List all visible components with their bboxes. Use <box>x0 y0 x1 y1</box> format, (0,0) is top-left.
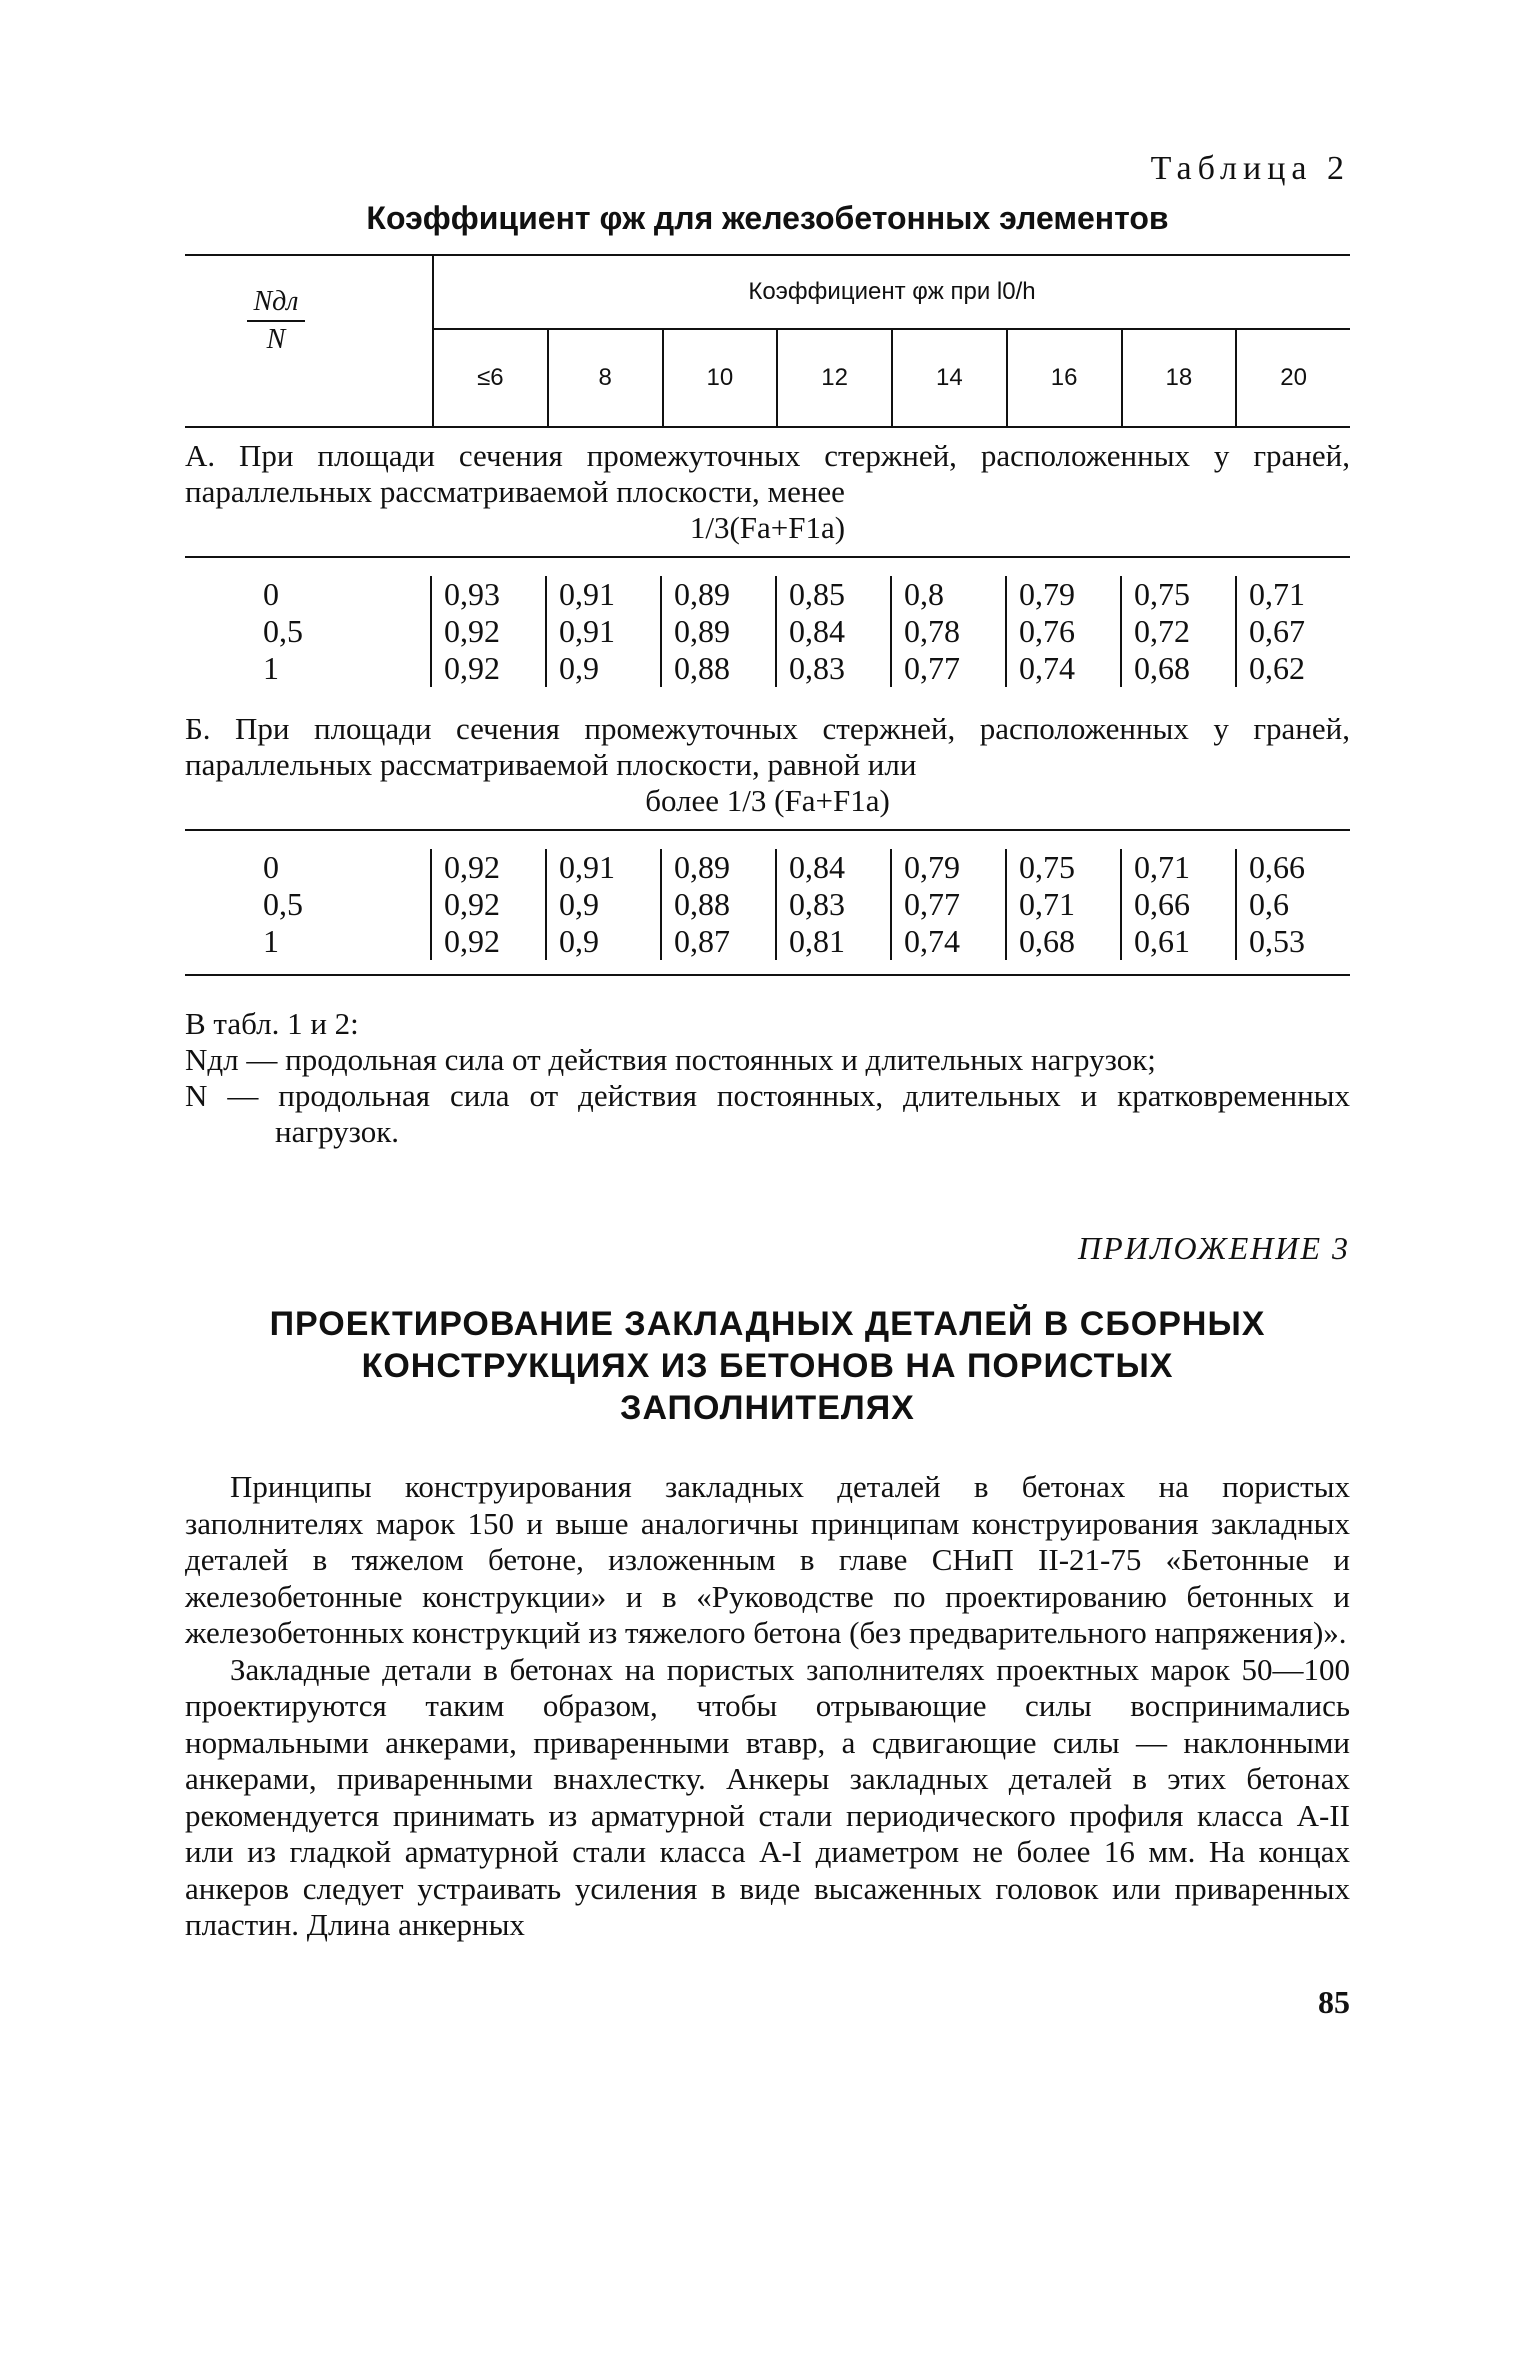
value-cell: 0,83 <box>789 650 845 686</box>
header-supercaption: Коэффициент φж при l0/h <box>434 256 1350 330</box>
value-column <box>1122 849 1237 960</box>
value-columns <box>432 576 1350 687</box>
page <box>185 150 1350 2021</box>
value-cell: 0,91 <box>559 613 615 649</box>
heading-line: ПРОЕКТИРОВАНИЕ ЗАКЛАДНЫХ ДЕТАЛЕЙ В СБОРНЫХ <box>269 1305 1266 1343</box>
body-text <box>185 1469 1350 1944</box>
ratio-column <box>185 576 432 687</box>
ratio-cell: 1 <box>263 650 279 686</box>
ratio-cell: 0 <box>263 849 279 885</box>
value-cell: 0,92 <box>444 613 500 649</box>
value-column <box>1007 576 1122 687</box>
value-column <box>1237 849 1350 960</box>
value-cell: 0,89 <box>674 576 730 612</box>
value-cell: 0,89 <box>674 613 730 649</box>
table-title: Коэффициент φж для железобетонных элементов <box>366 200 1169 236</box>
note-item: N — продольная сила от действия постоянных, длительных и кратковременных нагрузок. <box>185 1078 1350 1149</box>
value-cell: 0,76 <box>1019 613 1075 649</box>
value-cell: 0,88 <box>674 650 730 686</box>
value-cell: 0,92 <box>444 886 500 922</box>
note-item: Nдл — продольная сила от действия постоянных и длительных нагрузок; <box>185 1042 1156 1077</box>
section-a-data <box>185 556 1350 701</box>
value-cell: 0,78 <box>904 613 960 649</box>
column-header: 12 <box>778 330 893 426</box>
value-column <box>1237 576 1350 687</box>
appendix-heading <box>185 1303 1350 1429</box>
value-cell: 0,84 <box>789 849 845 885</box>
section-b-text: Б. При площади сечения промежуточных стержней, расположенных у граней, параллельных рассматриваемой плоскости, равной или <box>185 711 1350 782</box>
column-header: 14 <box>893 330 1008 426</box>
value-column <box>1007 849 1122 960</box>
section-b-formula: более 1/3 (Fa+F1a) <box>645 783 890 818</box>
value-cell: 0,89 <box>674 849 730 885</box>
value-cell: 0,71 <box>1249 576 1305 612</box>
value-cell: 0,77 <box>904 886 960 922</box>
value-column <box>432 849 547 960</box>
value-cell: 0,72 <box>1134 613 1190 649</box>
value-cell: 0,9 <box>559 923 599 959</box>
value-column <box>892 576 1007 687</box>
value-cell: 0,91 <box>559 576 615 612</box>
value-cell: 0,74 <box>1019 650 1075 686</box>
value-cell: 0,9 <box>559 650 599 686</box>
header-columns <box>434 256 1350 426</box>
ratio-denominator: N <box>266 324 286 355</box>
column-header: 10 <box>664 330 779 426</box>
value-cell: 0,67 <box>1249 613 1305 649</box>
value-cell: 0,92 <box>444 849 500 885</box>
value-cell: 0,91 <box>559 849 615 885</box>
value-cell: 0,66 <box>1134 886 1190 922</box>
page-number: 85 <box>1318 1983 1350 2020</box>
ratio-column <box>185 849 432 960</box>
value-cell: 0,71 <box>1134 849 1190 885</box>
value-column <box>777 576 892 687</box>
value-cell: 0,77 <box>904 650 960 686</box>
column-header: 8 <box>549 330 664 426</box>
ratio-cell: 0,5 <box>263 886 303 922</box>
value-cell: 0,92 <box>444 650 500 686</box>
value-cell: 0,79 <box>1019 576 1075 612</box>
ratio-numerator: Nдл <box>247 286 305 322</box>
paragraph: Принципы конструирования закладных деталей в бетонах на пористых заполнителях марок 150 и выше аналогичны принципам конструирования закладных деталей в тяжелом бетоне, изложенным в главе СНиП II-21-75 «Бетонные и железобетонные конструкции» и в «Руководстве по проектированию бетонных и железобетонных конструкций из тяжелого бетона (без предварительного напряжения)». <box>185 1469 1350 1650</box>
heading-line: ЗАПОЛНИТЕЛЯХ <box>620 1389 915 1427</box>
column-header: 18 <box>1123 330 1238 426</box>
ratio-cell: 1 <box>263 923 279 959</box>
section-b-data <box>185 829 1350 974</box>
header-column-row <box>434 330 1350 426</box>
table-label: Таблица 2 <box>1150 150 1350 187</box>
value-columns <box>432 849 1350 960</box>
value-cell: 0,66 <box>1249 849 1305 885</box>
ratio-cell: 0,5 <box>263 613 303 649</box>
ratio-fraction <box>247 286 305 356</box>
value-cell: 0,83 <box>789 886 845 922</box>
value-cell: 0,9 <box>559 886 599 922</box>
value-cell: 0,88 <box>674 886 730 922</box>
notes-intro: В табл. 1 и 2: <box>185 1006 359 1041</box>
value-cell: 0,8 <box>904 576 944 612</box>
value-cell: 0,93 <box>444 576 500 612</box>
heading-line: КОНСТРУКЦИЯХ ИЗ БЕТОНОВ НА ПОРИСТЫХ <box>361 1347 1174 1385</box>
section-a-formula: 1/3(Fa+F1a) <box>689 510 846 545</box>
paragraph: Закладные детали в бетонах на пористых заполнителях проектных марок 50—100 проектируются таким образом, чтобы отрывающие силы воспринимались нормальными анкерами, приваренными втавр, а сдвигающие силы — наклонными анкерами, приваренными внахлестку. Анкеры закладных деталей в этих бетонах рекомендуется принимать из арматурной стали периодического профиля класса А-II или из гладкой арматурной стали класса А-I диаметром не более 16 мм. На концах анкеров следует устраивать усиления в виде высаженных головок или приваренных пластин. Длина анкерных <box>185 1651 1350 1942</box>
section-a-text: А. При площади сечения промежуточных стержней, расположенных у граней, параллельных рассматриваемой плоскости, менее <box>185 438 1350 509</box>
value-cell: 0,74 <box>904 923 960 959</box>
value-cell: 0,87 <box>674 923 730 959</box>
value-cell: 0,92 <box>444 923 500 959</box>
value-column <box>777 849 892 960</box>
column-header: 20 <box>1280 364 1307 391</box>
value-cell: 0,81 <box>789 923 845 959</box>
value-column <box>547 576 662 687</box>
value-column <box>892 849 1007 960</box>
value-cell: 0,75 <box>1134 576 1190 612</box>
value-cell: 0,6 <box>1249 886 1289 922</box>
value-cell: 0,62 <box>1249 650 1305 686</box>
table-notes <box>185 1006 1350 1150</box>
header-stub <box>185 256 434 426</box>
value-cell: 0,79 <box>904 849 960 885</box>
value-column <box>432 576 547 687</box>
ratio-cell: 0 <box>263 576 279 612</box>
value-cell: 0,68 <box>1019 923 1075 959</box>
value-cell: 0,71 <box>1019 886 1075 922</box>
column-header: ≤6 <box>434 330 549 426</box>
table-header <box>185 256 1350 428</box>
value-cell: 0,75 <box>1019 849 1075 885</box>
value-cell: 0,68 <box>1134 650 1190 686</box>
value-cell: 0,84 <box>789 613 845 649</box>
value-column <box>662 849 777 960</box>
table-bottom-rule <box>185 974 1350 976</box>
value-cell: 0,53 <box>1249 923 1305 959</box>
value-column <box>662 576 777 687</box>
appendix-label: ПРИЛОЖЕНИЕ 3 <box>1078 1230 1350 1266</box>
column-header: 16 <box>1008 330 1123 426</box>
value-column <box>547 849 662 960</box>
value-cell: 0,61 <box>1134 923 1190 959</box>
value-cell: 0,85 <box>789 576 845 612</box>
value-column <box>1122 576 1237 687</box>
